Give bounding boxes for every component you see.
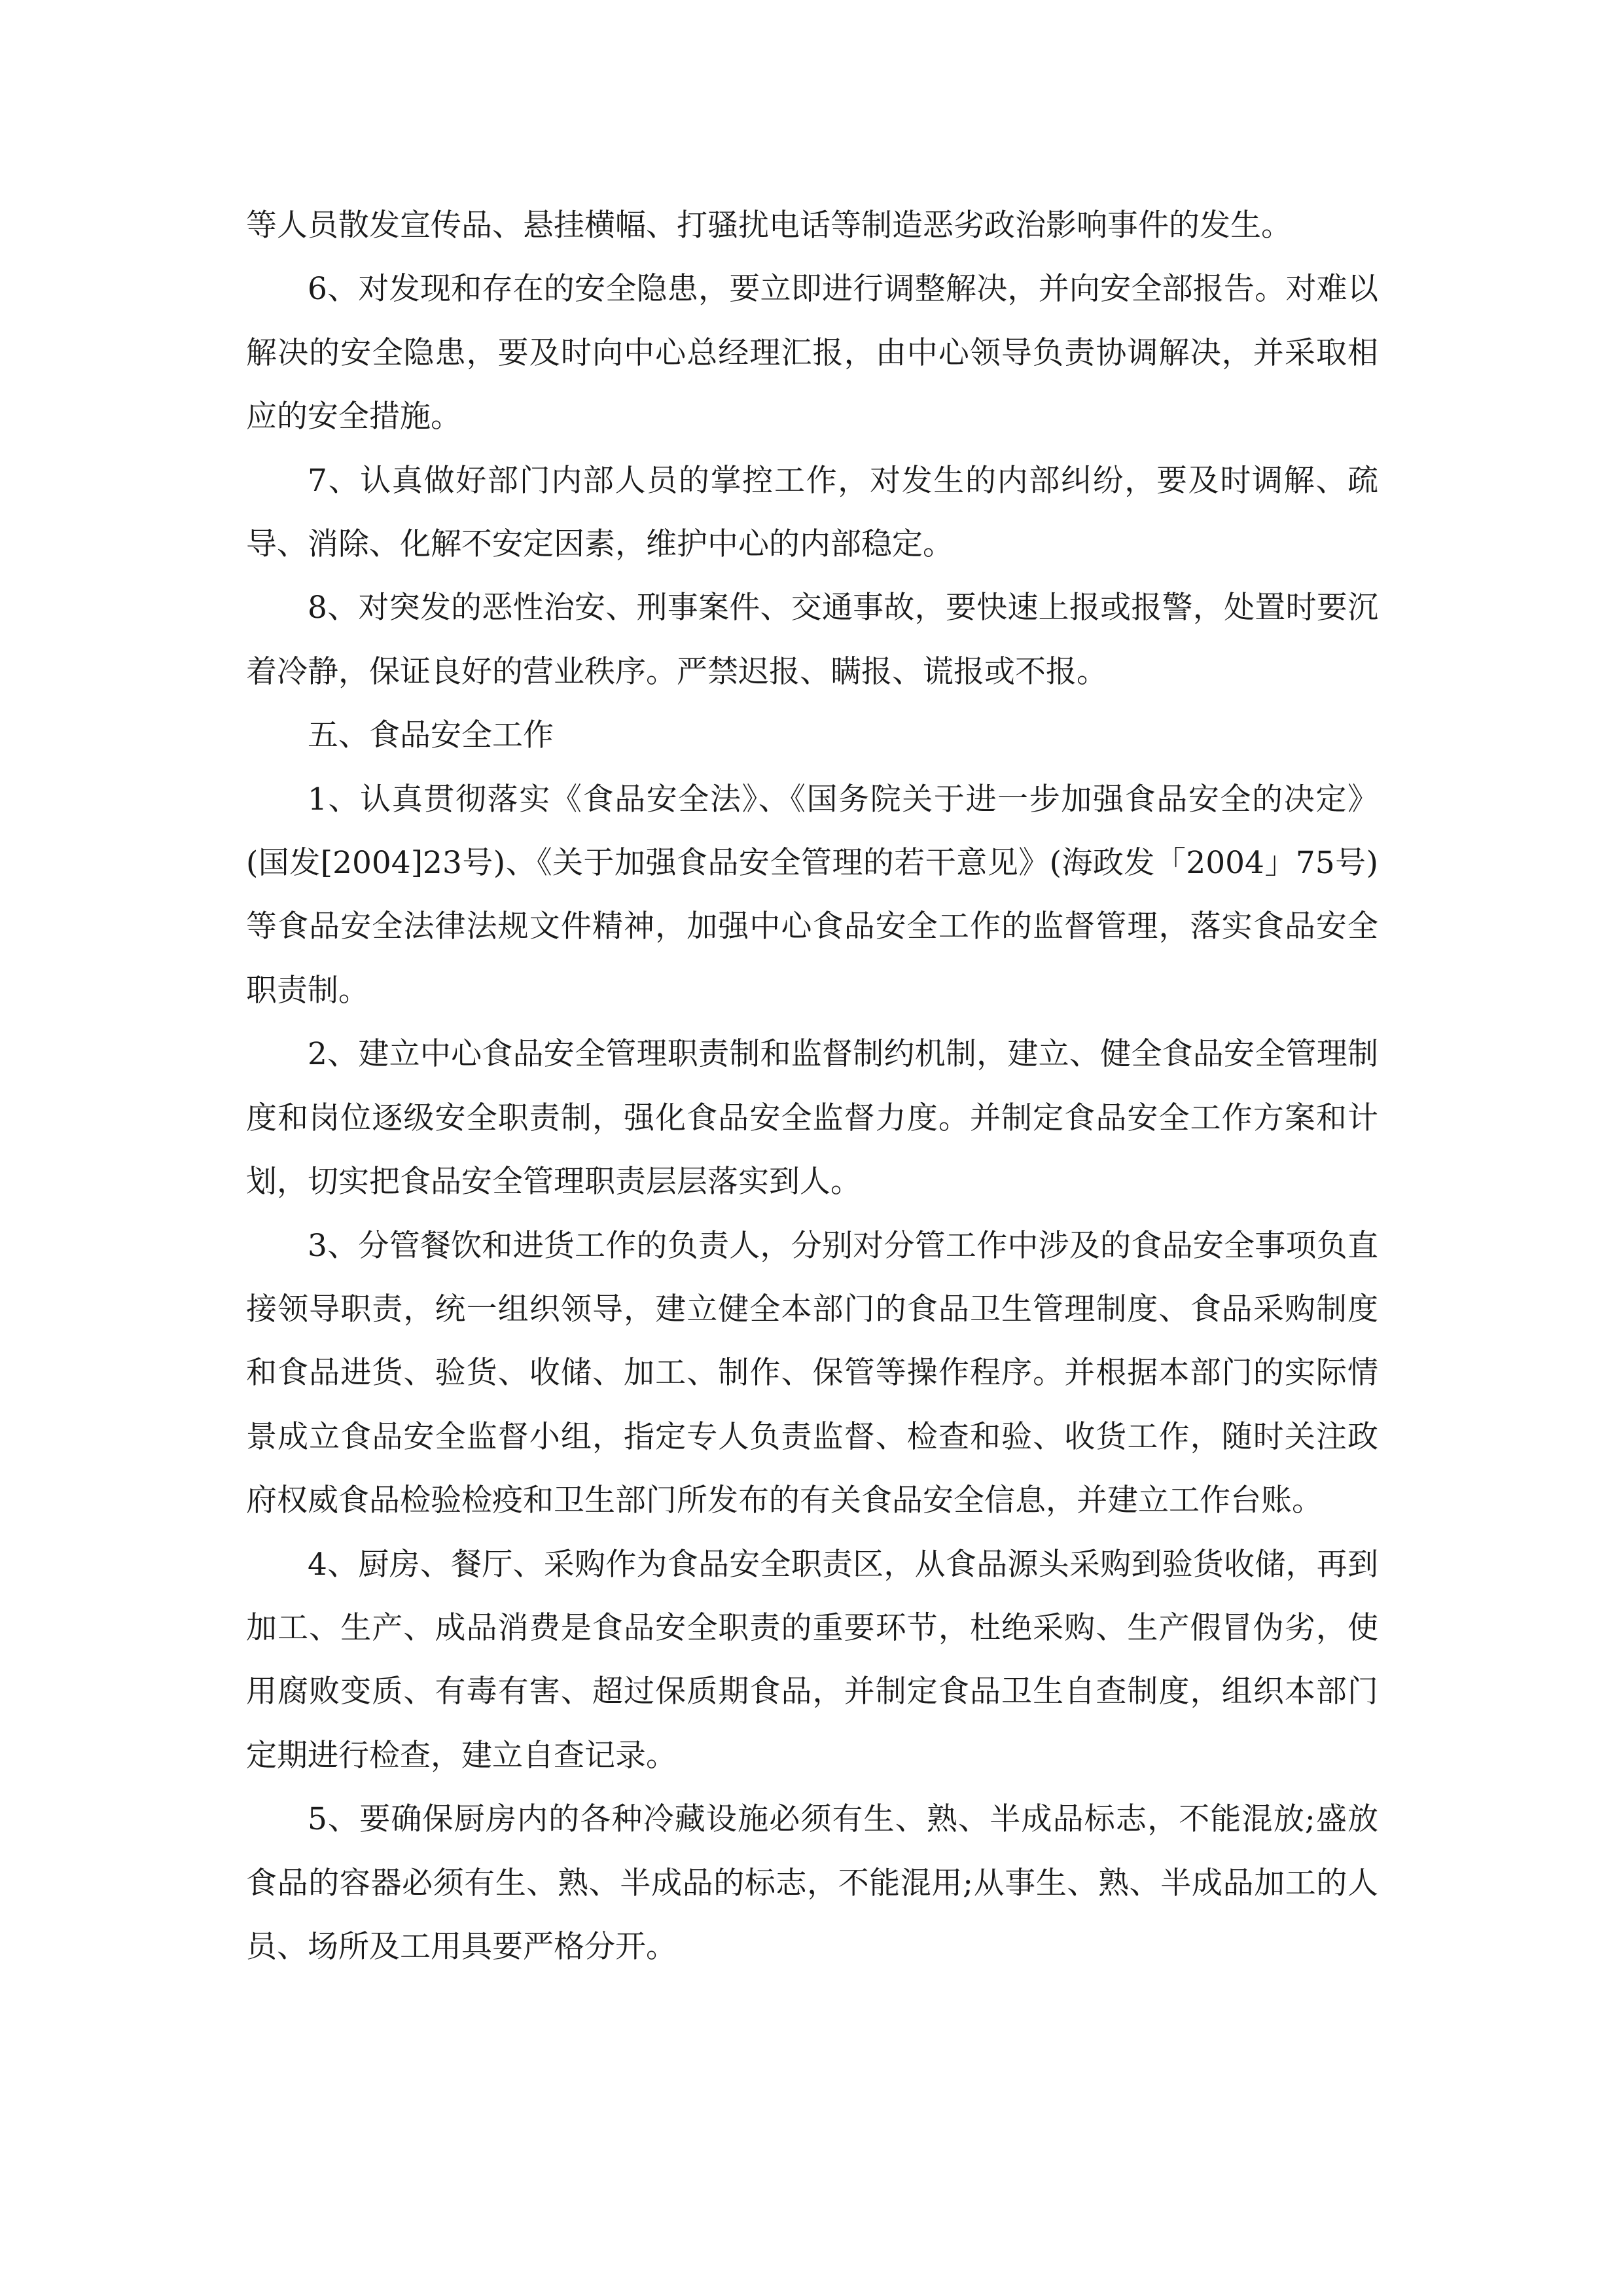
section-heading-food-safety: 五、食品安全工作 [308, 717, 554, 754]
paragraph-continuation: 等人员散发宣传品、悬挂横幅、打骚扰电话等制造恶劣政治影响事件的发生。 [246, 207, 1292, 243]
paragraph-food-item-2: 2、建立中心食品安全管理职责制和监督制约机制，建立、健全食品安全管理制度和岗位逐级安全职责制，强化食品安全监督力度。并制定食品安全工作方案和计划，切实把食品安全管理职责层层落实到人。 [246, 1036, 1378, 1200]
document-body [246, 194, 1378, 1979]
paragraph-food-item-3: 3、分管餐饮和进货工作的负责人，分别对分管工作中涉及的食品安全事项负直接领导职责，统一组织领导，建立健全本部门的食品卫生管理制度、食品采购制度和食品进货、验货、收储、加工、制作、保管等操作程序。并根据本部门的实际情景成立食品安全监督小组，指定专人负责监督、检查和验、收货工作，随时关注政府权威食品检验检疫和卫生部门所发布的有关食品安全信息，并建立工作台账。 [246, 1227, 1378, 1519]
paragraph-food-item-1: 1、认真贯彻落实《食品安全法》、《国务院关于进一步加强食品安全的决定》(国发[2004]23号)、《关于加强食品安全管理的若干意见》(海政发「2004」75号)等食品安全法律法规文件精神，加强中心食品安全工作的监督管理，落实食品安全职责制。 [246, 781, 1378, 1009]
paragraph-item-6: 6、对发现和存在的安全隐患，要立即进行调整解决，并向安全部报告。对难以解决的安全隐患，要及时向中心总经理汇报，由中心领导负责协调解决，并采取相应的安全措施。 [246, 271, 1378, 435]
paragraph-food-item-4: 4、厨房、餐厅、采购作为食品安全职责区，从食品源头采购到验货收储，再到加工、生产、成品消费是食品安全职责的重要环节，杜绝采购、生产假冒伪劣，使用腐败变质、有毒有害、超过保质期食品，并制定食品卫生自查制度，组织本部门定期进行检查，建立自查记录。 [246, 1546, 1378, 1774]
paragraph-food-item-5: 5、要确保厨房内的各种冷藏设施必须有生、熟、半成品标志，不能混放;盛放食品的容器必须有生、熟、半成品的标志，不能混用;从事生、熟、半成品加工的人员、场所及工用具要严格分开。 [246, 1801, 1378, 1965]
paragraph-item-7: 7、认真做好部门内部人员的掌控工作，对发生的内部纠纷，要及时调解、疏导、消除、化解不安定因素，维护中心的内部稳定。 [246, 462, 1378, 563]
paragraph-item-8: 8、对突发的恶性治安、刑事案件、交通事故，要快速上报或报警，处置时要沉着冷静，保证良好的营业秩序。严禁迟报、瞒报、谎报或不报。 [246, 590, 1378, 690]
